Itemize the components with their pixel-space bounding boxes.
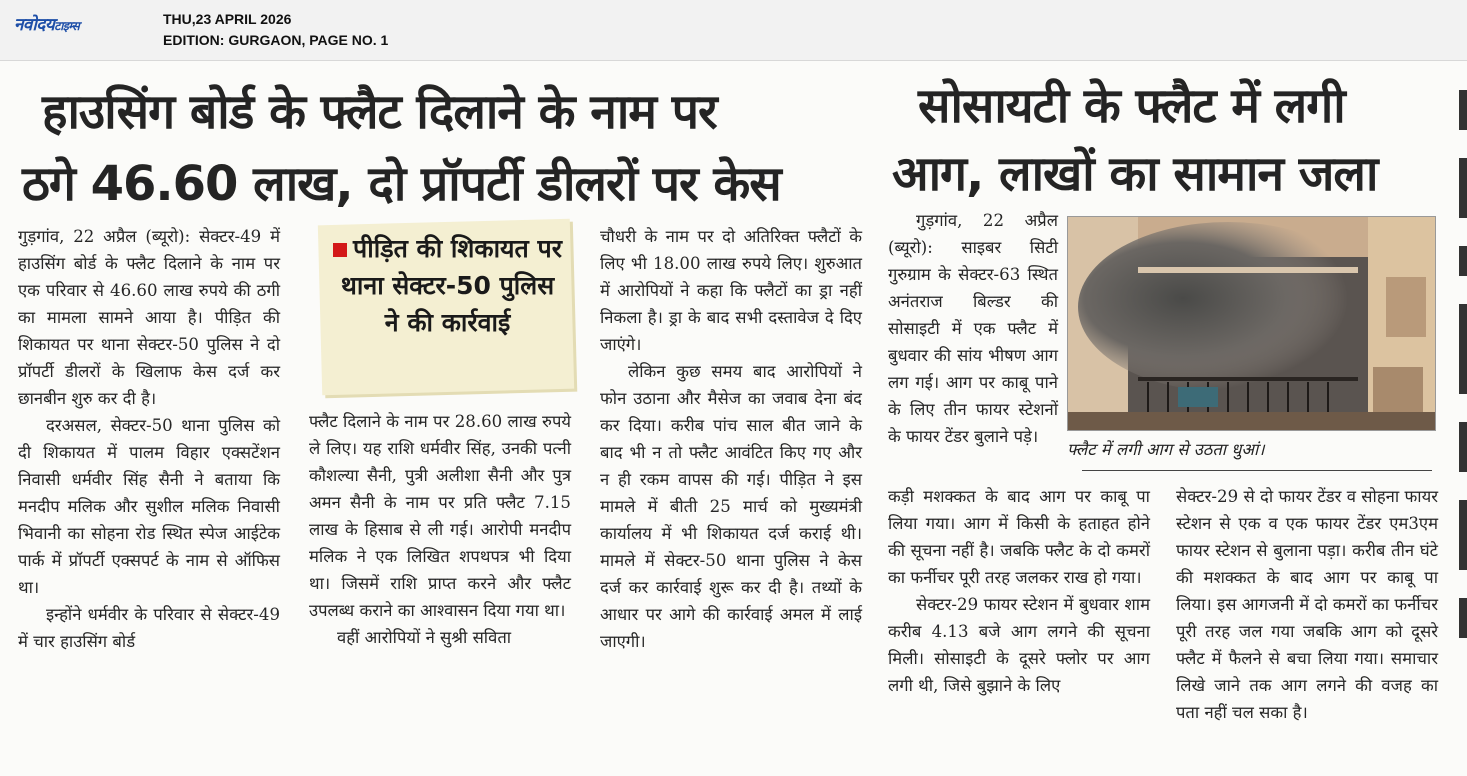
article1-column-3 xyxy=(600,223,862,655)
article1-column-2 xyxy=(309,408,571,651)
article1-headline-line1: हाउसिंग बोर्ड के फ्लैट दिलाने के नाम पर xyxy=(42,84,717,140)
red-square-bullet-icon xyxy=(333,243,347,257)
article1-paragraph: दरअसल, सेक्टर-50 थाना पुलिस को दी शिकायत में पालम विहार एक्सटेंशन निवासी धर्मवीर सिंह सैनी ने बताया कि मनदीप मलिक और सुशील मलिक निवासी भिवानी का सोहना रोड स्थित स्पेज आईटेक पार्क में प्रॉपर्टी एक्सपर्ट के नाम से ऑफिस था। xyxy=(18,416,280,597)
article2-paragraph: सेक्टर-29 फायर स्टेशन में बुधवार शाम करीब 4.13 बजे आग लगने की सूचना मिली। सोसाइटी के दूसरे फ्लोर पर आग लगी थी, जिसे बुझाने के लिए xyxy=(888,595,1150,695)
newspaper-logo[interactable] xyxy=(14,12,79,35)
article1-paragraph: लेकिन कुछ समय बाद आरोपियों ने फोन उठाना और मैसेज का जवाब देना बंद कर दिया। करीब पांच साल बीत जाने के बाद भी न तो फ्लैट आवंटित किए गए और न ही रकम वापस की गई। पीड़ित ने इस मामले में बीती 25 मार्च को मुख्यमंत्री कार्यालय में भी शिकायत दर्ज कराई थी। मामले में सेक्टर-50 थाना पुलिस ने केस दर्ज कर कार्रवाई शुरू कर दी है। तथ्यों के आधार पर आगे की कार्रवाई अमल में लाई जाएगी। xyxy=(600,362,862,651)
article1-headline-line2: ठगे 46.60 लाख, दो प्रॉपर्टी डीलरों पर केस xyxy=(22,156,781,212)
edition-info xyxy=(163,9,388,51)
article1-paragraph: इन्होंने धर्मवीर के परिवार से सेक्टर-49 में चार हाउसिंग बोर्ड xyxy=(18,605,280,651)
epaper-header xyxy=(0,0,1467,61)
article2-headline-line1: सोसायटी के फ्लैट में लगी xyxy=(918,78,1345,134)
article2-dateline-paragraph: गुड़गांव, 22 अप्रैल (ब्यूरो): साइबर सिटी गुरुग्राम के सेक्टर-63 स्थित अनंतराज बिल्डर की सोसाइटी में एक फ्लैट में बुधवार की सांय भीषण आग लग गई। आग पर काबू पाने के लिए तीन फायर स्टेशनों के फायर टेंडर बुलाने पड़े। xyxy=(888,211,1058,446)
article2-headline-line2: आग, लाखों का सामान जला xyxy=(892,146,1378,202)
article2-paragraph: कड़ी मशक्कत के बाद आग पर काबू पा लिया गया। आग में किसी के हताहत होने की सूचना नहीं है। जबकि फ्लैट के दो कमरों का फर्नीचर पूरी तरह जलकर राख हो गया। xyxy=(888,487,1150,587)
logo-main: नवोदय xyxy=(14,15,55,35)
adjacent-column-edge xyxy=(1459,90,1467,770)
article2-column-1 xyxy=(888,207,1058,450)
photo-caption: फ्लैट में लगी आग से उठता धुआं। xyxy=(1067,440,1265,459)
caption-divider xyxy=(1082,470,1432,471)
article2-column-2 xyxy=(888,483,1150,699)
article1-paragraph: वहीं आरोपियों ने सुश्री सविता xyxy=(337,628,512,647)
article1-paragraph: चौधरी के नाम पर दो अतिरिक्त फ्लैटों के लिए भी 18.00 लाख रुपये लिए। शुरुआत में आरोपियों ने कहा कि फ्लैटों का ड्रा नहीं निकला है। ड्रा के बाद सभी दस्तावेज दे दिए जाएंगे। xyxy=(600,227,862,354)
edition-page: EDITION: GURGAON, PAGE NO. 1 xyxy=(163,32,389,48)
edition-date: THU,23 APRIL 2026 xyxy=(163,11,292,27)
article1-dateline-paragraph: गुड़गांव, 22 अप्रैल (ब्यूरो): सेक्टर-49 में हाउसिंग बोर्ड के फ्लैट दिलाने के नाम पर एक परिवार से 46.60 लाख रुपये की ठगी का मामला सामने आया है। पीड़ित की शिकायत पर थाना सेक्टर-50 पुलिस ने दो प्रॉपर्टी डीलरों के खिलाफ केस दर्ज कर छानबीन शुरु कर दी है। xyxy=(18,227,280,408)
fire-photo[interactable] xyxy=(1067,216,1436,431)
article2-column-3 xyxy=(1176,483,1438,726)
article1-column-1 xyxy=(18,223,280,655)
fire-smoke-image xyxy=(1068,217,1435,430)
article2-paragraph: सेक्टर-29 से दो फायर टेंडर व सोहना फायर स्टेशन से एक व एक फायर टेंडर एम3एम फायर स्टेशन से बुलाना पड़ा। करीब तीन घंटे की मशक्कत के बाद आग पर काबू पा लिया। इस आगजनी में दो कमरों का फर्नीचर पूरी तरह जल गया जबकि आग को दूसरे फ्लैट में फैलने से बचा लिया गया। समाचार लिखे जाने तक आग लगने की वजह का पता नहीं चल सका है। xyxy=(1176,487,1438,722)
pullquote-text: पीड़ित की शिकायत पर थाना सेक्टर-50 पुलिस ने की कार्रवाई xyxy=(340,234,562,337)
article1-paragraph: फ्लैट दिलाने के नाम पर 28.60 लाख रुपये ले लिए। यह राशि धर्मवीर सिंह, उनकी पत्नी कौशल्या सैनी, पुत्री अलीशा सैनी और पुत्र अमन सैनी के नाम पर प्रति फ्लैट 7.15 लाख के हिसाब से ली गई। आरोपी मनदीप मलिक ने एक लिखित शपथपत्र भी दिया था। जिसमें राशि प्राप्त करने और फ्लैट उपलब्ध कराने का आश्वासन दिया गया था। xyxy=(309,412,571,620)
logo-sub: टाइम्स xyxy=(54,19,80,33)
pullquote xyxy=(330,230,565,341)
